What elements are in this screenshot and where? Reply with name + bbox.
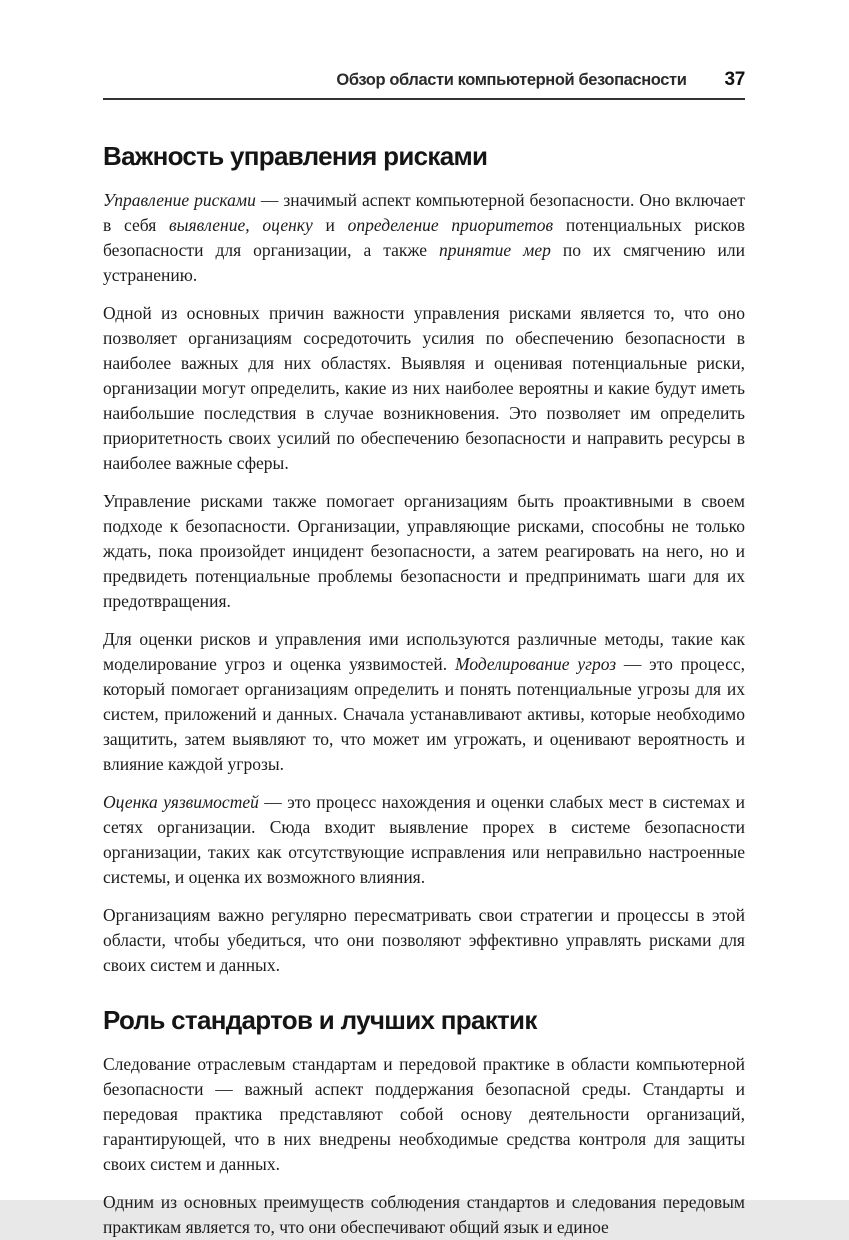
text-segment: — это процесс нахождения и оценки слабых мест в системах и сетях организации. Сюда входит выявление прорех в системе безопасности организации, таких как отсутствующие исправления или неправильно настроенные системы, и оценка их возможного влияния. [103,792,745,887]
page-body [103,141,745,1240]
section-heading-risk-management: Важность управления рисками [103,141,488,171]
page-header [103,0,745,100]
section-heading-standards-role: Роль стандартов и лучших практик [103,1005,537,1035]
running-title: Обзор области компьютерной безопасности [336,71,687,89]
text-segment: по их смягчению или устранению. [103,240,745,285]
paragraph-review-strategies: Организациям важно регулярно пересматривать свои стратегии и процессы в этой области, чтобы убедиться, что они позволяют эффективно управлять рисками для своих систем и данных. [103,905,745,975]
text-segment: и [312,215,348,235]
text-segment: — значимый аспект компьютерной безопасности. Оно включает в себя [103,190,746,235]
page-number: 37 [724,69,745,90]
paragraph-risk-importance: Одной из основных причин важности управления рисками является то, что оно позволяет организациям сосредоточить усилия по обеспечению безопасности в наиболее важных для них областях. Выявляя и оценивая потенциальные риски, организации могут определить, какие из них наиболее вероятны и какие будут иметь наибольшие последствия в случае возникновения. Это позволяет им определить приоритетность своих усилий по обеспечению безопасности и направить ресурсы в наиболее важные сферы. [103,303,745,473]
text-segment: потенциальных рисков безопасности для организации, а также [103,215,745,260]
text-segment: — это процесс, который помогает организациям определить и понять потенциальные угрозы для их систем, приложений и данных. Сначала устанавливают активы, которые необходимо защитить, затем выявляют то, что может им угрожать, и оценивают вероятность и влияние каждой угрозы. [103,654,745,774]
text-segment-italic: принятие мер [438,240,551,260]
text-segment-italic: выявление, оценку [169,215,313,235]
text-segment-italic: Управление рисками [103,190,256,210]
paragraph-risk-definition [103,188,745,288]
text-segment-italic: Оценка уязвимостей [103,792,259,812]
text-segment-italic: определение приоритетов [347,215,554,235]
paragraph-standards-benefits: Одним из основных преимуществ соблюдения стандартов и следования передовым практикам является то, что они обеспечивают общий язык и единое [103,1192,745,1237]
paragraph-vulnerability-assessment [103,790,745,890]
text-segment: Для оценки рисков и управления ими используются различные методы, такие как моделирование угроз и оценка уязвимостей. [103,629,745,674]
paragraph-threat-modeling [103,627,745,777]
paragraph-proactive-approach: Управление рисками также помогает организациям быть проактивными в своем подходе к безопасности. Организации, управляющие рисками, способны не только ждать, пока произойдет инцидент безопасности, а затем реагировать на него, но и предвидеть потенциальные проблемы безопасности и предпринимать шаги для их предотвращения. [103,491,745,611]
text-segment-italic: Моделирование угроз [454,654,617,674]
paragraph-standards-importance: Следование отраслевым стандартам и передовой практике в области компьютерной безопасности — важный аспект поддержания безопасной среды. Стандарты и передовая практика представляют собой основу деятельности организаций, гарантирующей, что в них внедрены необходимые средства контроля для защиты своих систем и данных. [103,1054,745,1174]
